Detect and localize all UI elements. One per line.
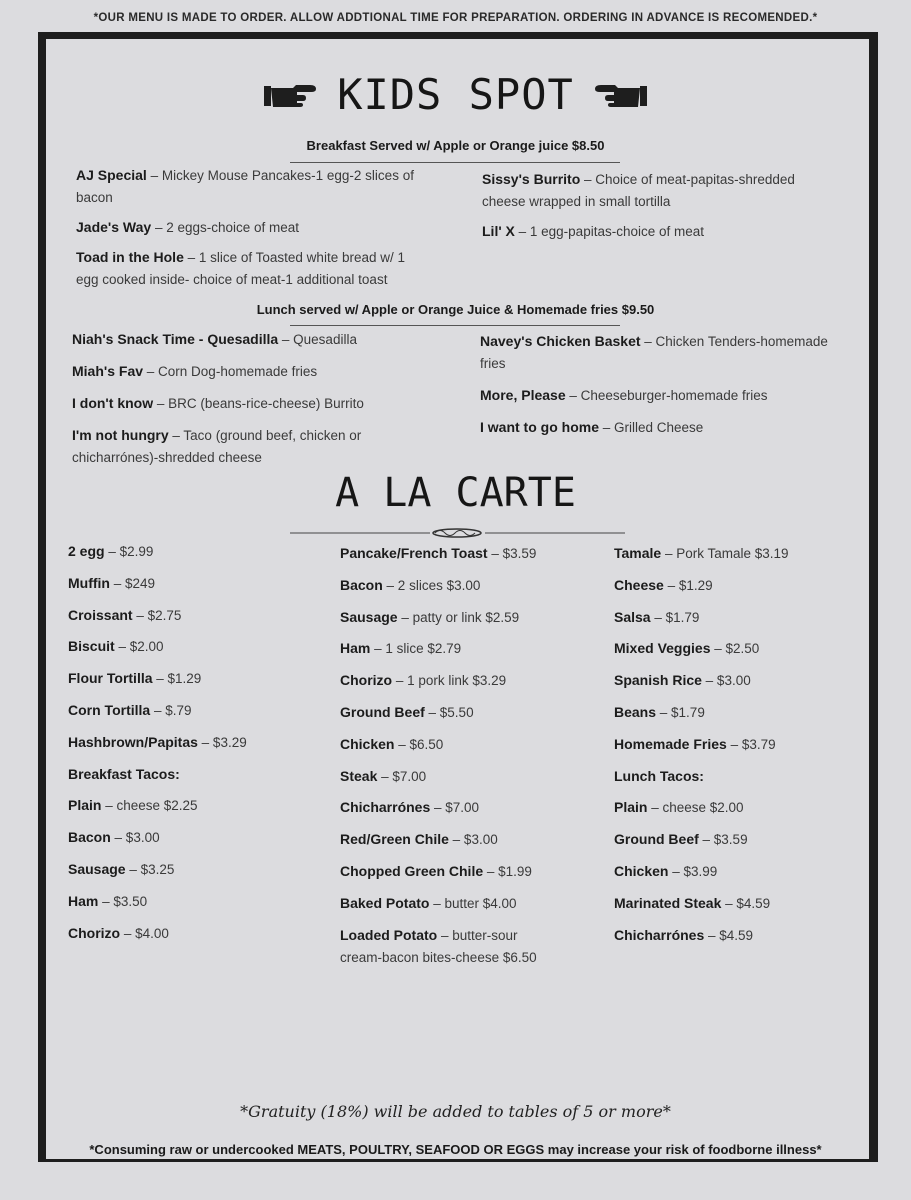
menu-item-desc: – $1.29 xyxy=(152,671,202,687)
menu-item xyxy=(480,330,840,375)
menu-item xyxy=(68,826,328,849)
pointing-hand-left-icon xyxy=(590,82,648,108)
menu-item-desc: – $4.59 xyxy=(704,927,754,943)
menu-item xyxy=(340,892,610,915)
menu-item-name: Flour Tortilla xyxy=(68,670,153,687)
menu-item xyxy=(614,669,864,692)
menu-item-desc: – $3.59 xyxy=(487,546,537,561)
menu-item xyxy=(68,572,328,595)
menu-item-name: Corn Tortilla xyxy=(68,702,151,718)
menu-item-name: Biscuit xyxy=(68,638,115,655)
menu-item xyxy=(614,574,864,597)
menu-item xyxy=(68,763,328,786)
gratuity-note: *Gratuity (18%) will be added to tables of 5 or more* xyxy=(240,1102,671,1121)
pointing-hand-right-icon xyxy=(263,82,321,108)
menu-item-name: Chorizo xyxy=(68,924,121,941)
menu-item-name: Ground Beef xyxy=(340,704,425,720)
menu-item-desc: – Pork Tamale $3.19 xyxy=(661,546,789,561)
ornament-divider-icon xyxy=(290,526,625,540)
menu-item-desc-continued: bacon xyxy=(76,190,113,205)
menu-item-desc: – Grilled Cheese xyxy=(599,420,704,435)
menu-item xyxy=(72,424,452,469)
menu-item xyxy=(340,733,610,756)
menu-item-name: Chicken xyxy=(340,735,395,752)
menu-item-desc: – $1.99 xyxy=(483,864,532,879)
menu-item-name: Chicharrónes xyxy=(340,799,431,816)
menu-item-name: Lunch Tacos: xyxy=(614,767,704,784)
menu-item-name: Pancake/French Toast xyxy=(340,545,488,561)
menu-item-name: Muffin xyxy=(68,574,110,591)
menu-item-name: 2 egg xyxy=(68,543,105,559)
menu-item-desc: – $3.00 xyxy=(448,832,498,848)
menu-item xyxy=(614,765,864,788)
menu-item-desc-continued: cream-bacon bites-cheese $6.50 xyxy=(340,949,537,965)
menu-item-desc: – $3.79 xyxy=(726,736,776,752)
menu-item-desc: – Taco (ground beef, chicken or xyxy=(168,428,362,443)
menu-item-desc: – Mickey Mouse Pancakes-1 egg-2 slices of xyxy=(146,168,414,183)
menu-item-name: Croissant xyxy=(68,606,133,623)
menu-item xyxy=(340,828,610,851)
menu-item xyxy=(68,699,328,722)
menu-item xyxy=(340,669,610,692)
menu-item xyxy=(76,216,456,239)
menu-item xyxy=(76,164,456,209)
menu-item xyxy=(68,667,328,690)
menu-item-desc-continued: chicharrónes)-shredded cheese xyxy=(72,450,262,465)
lunch-heading: Lunch served w/ Apple or Orange Juice & Homemade fries $9.50 xyxy=(256,302,655,317)
breakfast-divider xyxy=(290,162,620,163)
menu-item-name: Chorizo xyxy=(340,672,393,689)
menu-item-name: Marinated Steak xyxy=(614,894,722,911)
menu-item xyxy=(614,924,864,947)
menu-item-desc-continued: cheese wrapped in small tortilla xyxy=(482,194,671,209)
menu-item-desc: – 2 eggs-choice of meat xyxy=(151,220,300,235)
kids-spot-title: KIDS SPOT xyxy=(337,70,574,119)
menu-item-name: Spanish Rice xyxy=(614,672,702,689)
menu-item xyxy=(340,574,610,597)
breakfast-heading: Breakfast Served w/ Apple or Orange juice $8.50 xyxy=(306,138,605,153)
menu-item-name: Plain xyxy=(614,799,648,816)
menu-item xyxy=(614,637,864,660)
menu-item-desc: – $3.99 xyxy=(668,864,718,879)
menu-item xyxy=(614,860,864,883)
menu-item xyxy=(340,637,610,660)
menu-item-name: Jade's Way xyxy=(76,219,152,235)
menu-item-desc: – Choice of meat-papitas-shredded xyxy=(580,172,795,187)
menu-item-name: Bacon xyxy=(68,829,111,846)
menu-item-name: I don't know xyxy=(72,395,154,411)
menu-item-desc: – $3.59 xyxy=(698,832,748,848)
menu-item-desc: – Corn Dog-homemade fries xyxy=(143,364,318,379)
menu-item-desc: – $2.50 xyxy=(710,641,760,657)
menu-item-desc: – $1.79 xyxy=(656,705,705,720)
menu-item-desc: – $7.00 xyxy=(430,800,480,816)
menu-item-desc: – $3.00 xyxy=(701,673,751,689)
menu-item xyxy=(72,392,452,415)
menu-item xyxy=(340,701,610,724)
menu-item xyxy=(72,360,452,383)
menu-item-name: Homemade Fries xyxy=(614,735,727,752)
menu-item xyxy=(614,796,864,819)
menu-item-desc: – 1 egg-papitas-choice of meat xyxy=(514,224,705,239)
menu-item-name: Ham xyxy=(68,892,99,909)
menu-item-desc: – $2.00 xyxy=(114,639,164,655)
menu-item xyxy=(340,860,610,883)
menu-item-desc: – BRC (beans-rice-cheese) Burrito xyxy=(153,396,364,411)
menu-item-name: Niah's Snack Time - Quesadilla xyxy=(72,331,279,347)
menu-item-desc: – 2 slices $3.00 xyxy=(382,577,481,593)
menu-item-name: Baked Potato xyxy=(340,894,430,911)
menu-item xyxy=(68,731,328,754)
menu-item-desc: – $6.50 xyxy=(394,736,444,752)
kids-title-row xyxy=(0,70,911,119)
menu-item xyxy=(72,328,452,351)
menu-item-desc: – butter-sour xyxy=(437,927,518,943)
menu-item-name: Plain xyxy=(68,797,102,814)
lunch-divider xyxy=(290,325,620,326)
menu-item-desc: – $5.50 xyxy=(424,705,474,720)
menu-item-desc: – $3.25 xyxy=(125,862,175,877)
menu-item xyxy=(482,220,842,243)
menu-item-name: Chicharrónes xyxy=(614,926,705,943)
menu-item-desc: – $7.00 xyxy=(377,768,427,784)
menu-item-desc: – patty or link $2.59 xyxy=(397,609,520,625)
menu-item-name: More, Please xyxy=(480,387,566,403)
menu-item xyxy=(614,542,864,565)
menu-item xyxy=(614,606,864,629)
menu-item-desc: – $1.29 xyxy=(663,577,713,593)
menu-item-name: Ground Beef xyxy=(614,831,699,848)
menu-item-name: Hashbrown/Papitas xyxy=(68,733,198,750)
menu-item-name: Chopped Green Chile xyxy=(340,863,484,879)
menu-item-desc: – Cheeseburger-homemade fries xyxy=(565,388,768,403)
menu-item-name: Miah's Fav xyxy=(72,363,144,379)
foodborne-warning: *Consuming raw or undercooked MEATS, POULTRY, SEAFOOD OR EGGS may increase your risk of foodborne illness* xyxy=(89,1142,822,1157)
menu-item-desc-continued: fries xyxy=(480,356,506,371)
menu-item-desc: – $1.79 xyxy=(650,609,700,625)
menu-item-desc: – 1 slice of Toasted white bread w/ 1 xyxy=(183,250,405,265)
menu-item xyxy=(614,701,864,724)
preparation-notice: *OUR MENU IS MADE TO ORDER. ALLOW ADDTIONAL TIME FOR PREPARATION. ORDERING IN ADVANCE IS RECOMENDED.* xyxy=(93,12,818,24)
menu-item-desc: – butter $4.00 xyxy=(429,895,517,911)
menu-item xyxy=(68,890,328,913)
menu-item-name: Beans xyxy=(614,704,657,720)
menu-item-name: Mixed Veggies xyxy=(614,640,711,657)
menu-item xyxy=(340,924,610,969)
menu-item xyxy=(68,858,328,881)
a-la-carte-title: A LA CARTE xyxy=(335,470,576,516)
menu-item-desc: – $3.50 xyxy=(98,893,148,909)
menu-item-desc: – cheese $2.00 xyxy=(647,800,744,816)
menu-item xyxy=(482,168,842,213)
menu-item xyxy=(614,892,864,915)
menu-item xyxy=(340,765,610,788)
menu-item-name: Chicken xyxy=(614,863,669,879)
menu-item-desc: – $4.59 xyxy=(721,895,771,911)
menu-item-desc: – 1 pork link $3.29 xyxy=(392,673,507,689)
menu-item-desc: – 1 slice $2.79 xyxy=(370,641,462,657)
menu-item xyxy=(68,635,328,658)
menu-item-name: AJ Special xyxy=(76,167,147,183)
menu-item-name: Sausage xyxy=(68,861,126,877)
menu-item-name: Salsa xyxy=(614,608,651,625)
menu-item xyxy=(340,796,610,819)
menu-item-name: Loaded Potato xyxy=(340,926,438,943)
menu-item-name: Steak xyxy=(340,767,378,784)
menu-item-desc: – $2.99 xyxy=(104,544,154,559)
menu-item-name: I'm not hungry xyxy=(72,427,169,443)
menu-item xyxy=(614,828,864,851)
menu-item-name: Toad in the Hole xyxy=(76,249,184,265)
menu-item xyxy=(340,542,610,565)
menu-item xyxy=(68,922,328,945)
menu-item-desc: – $3.00 xyxy=(110,830,160,846)
menu-item xyxy=(68,794,328,817)
menu-item-desc: – cheese $2.25 xyxy=(101,798,198,814)
menu-item-desc: – Quesadilla xyxy=(278,332,357,347)
menu-item-name: Sissy's Burrito xyxy=(482,171,581,187)
menu-item-desc: – $2.75 xyxy=(132,607,182,623)
menu-item-desc: – Chicken Tenders-homemade xyxy=(640,334,828,349)
menu-item-desc: – $3.29 xyxy=(197,734,247,750)
menu-item-desc: – $.79 xyxy=(150,703,192,718)
menu-item xyxy=(614,733,864,756)
menu-item-name: Sausage xyxy=(340,608,398,625)
menu-item-name: I want to go home xyxy=(480,419,599,435)
menu-item xyxy=(68,540,328,563)
menu-item-name: Tamale xyxy=(614,545,662,561)
menu-item-desc-continued: egg cooked inside- choice of meat-1 additional toast xyxy=(76,272,388,287)
menu-item xyxy=(76,246,456,291)
menu-item xyxy=(68,604,328,627)
menu-item xyxy=(340,606,610,629)
menu-item xyxy=(480,384,840,407)
menu-item-name: Cheese xyxy=(614,576,664,593)
menu-item-name: Ham xyxy=(340,640,371,657)
menu-item-desc: – $249 xyxy=(109,575,156,591)
menu-item-name: Lil' X xyxy=(482,223,515,239)
menu-item xyxy=(480,416,840,439)
menu-item-name: Navey's Chicken Basket xyxy=(480,333,641,349)
menu-item-name: Red/Green Chile xyxy=(340,831,449,848)
menu-item-name: Breakfast Tacos: xyxy=(68,765,180,782)
menu-item-name: Bacon xyxy=(340,576,383,593)
menu-item-desc: – $4.00 xyxy=(120,925,169,941)
